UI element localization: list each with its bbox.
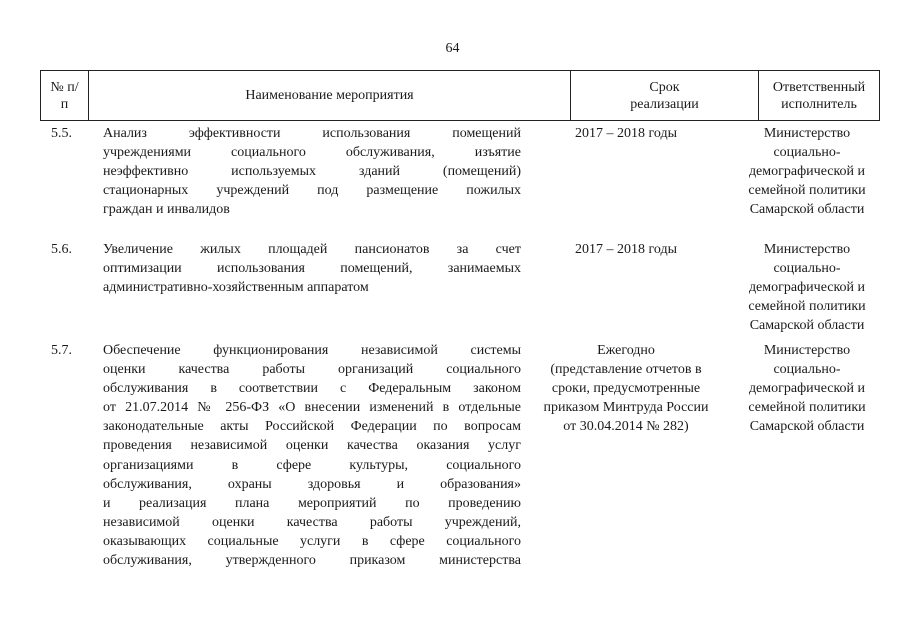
row-number: 5.7. — [51, 343, 72, 358]
header-term: Срок реализации — [571, 71, 759, 120]
text-line: социально- — [773, 362, 841, 378]
text-line: обслуживания, утвержденного приказом министерства — [103, 553, 521, 569]
text-line: проведения независимой оценки качества оказания услуг — [103, 438, 521, 454]
responsible-cell — [727, 341, 887, 436]
text-line: Самарской области — [749, 318, 865, 334]
responsible-cell — [727, 240, 887, 335]
row-number: 5.6. — [51, 242, 72, 257]
event-name — [103, 124, 521, 219]
term-cell — [531, 240, 721, 259]
text-line: семейной политики — [748, 400, 866, 416]
row-number: 5.5. — [51, 126, 72, 141]
text-line: стационарных учреждений под размещение пожилых — [103, 183, 521, 199]
text-line: обслуживания в соответствии с Федеральным законом — [103, 381, 521, 397]
text-line: граждан и инвалидов — [103, 202, 230, 218]
text-line: Анализ эффективности использования помещений — [103, 126, 521, 141]
text-line: Министерство — [763, 126, 851, 141]
text-line: от 30.04.2014 № 282) — [563, 419, 689, 435]
page-number: 64 — [445, 41, 460, 56]
event-name — [103, 341, 521, 570]
text-line: обслуживания, охраны здоровья и образования» — [103, 476, 521, 492]
text-line: Увеличение жилых площадей пансионатов за счет — [103, 242, 521, 257]
text-line: приказом Минтруда России — [543, 400, 709, 416]
responsible-cell — [727, 124, 887, 219]
text-line: Министерство — [763, 242, 851, 257]
event-name — [103, 240, 521, 297]
text-line: независимой оценки качества работы учреждений, — [103, 514, 521, 530]
text-line: оптимизации использования помещений, занимаемых — [103, 261, 521, 277]
text-line: Министерство — [763, 343, 851, 358]
term-cell — [531, 341, 721, 436]
text-line: Ежегодно — [597, 343, 655, 358]
text-line: организациями в сфере культуры, социального — [103, 457, 521, 473]
text-line: от 21.07.2014 № 256-ФЗ «О внесении изменений в отдельные — [103, 400, 521, 416]
text-line: социально- — [773, 261, 841, 277]
header-name: Наименование мероприятия — [89, 71, 571, 120]
text-line: семейной политики — [748, 183, 866, 199]
text-line: оказывающих социальные услуги в сфере социального — [103, 533, 521, 549]
text-line: 2017 – 2018 годы — [574, 242, 678, 257]
text-line: Самарской области — [749, 419, 865, 435]
text-line: демографической и — [748, 280, 866, 296]
text-line: законодательные акты Российской Федерации по вопросам — [103, 419, 521, 435]
text-line: неэффективно используемых зданий (помещений) — [103, 164, 521, 180]
text-line: демографической и — [748, 164, 866, 180]
text-line: административно-хозяйственным аппаратом — [103, 280, 369, 296]
text-line: социально- — [773, 145, 841, 161]
text-line: оценки качества работы организаций социального — [103, 362, 521, 378]
text-line: (представление отчетов в — [550, 362, 702, 378]
text-line: Самарской области — [749, 202, 865, 218]
header-responsible: Ответственный исполнитель — [772, 79, 866, 112]
text-line: сроки, предусмотренные — [551, 381, 701, 397]
header-num: № п/п — [41, 71, 89, 120]
term-cell — [531, 124, 721, 143]
text-line: 2017 – 2018 годы — [574, 126, 678, 141]
text-line: демографической и — [748, 381, 866, 397]
text-line: Обеспечение функционирования независимой системы — [103, 343, 521, 358]
text-line: учреждениями социального обслуживания, изъятие — [103, 145, 521, 161]
table-header — [40, 70, 880, 121]
text-line: и реализация плана мероприятий по проведению — [103, 495, 521, 511]
text-line: семейной политики — [748, 299, 866, 315]
